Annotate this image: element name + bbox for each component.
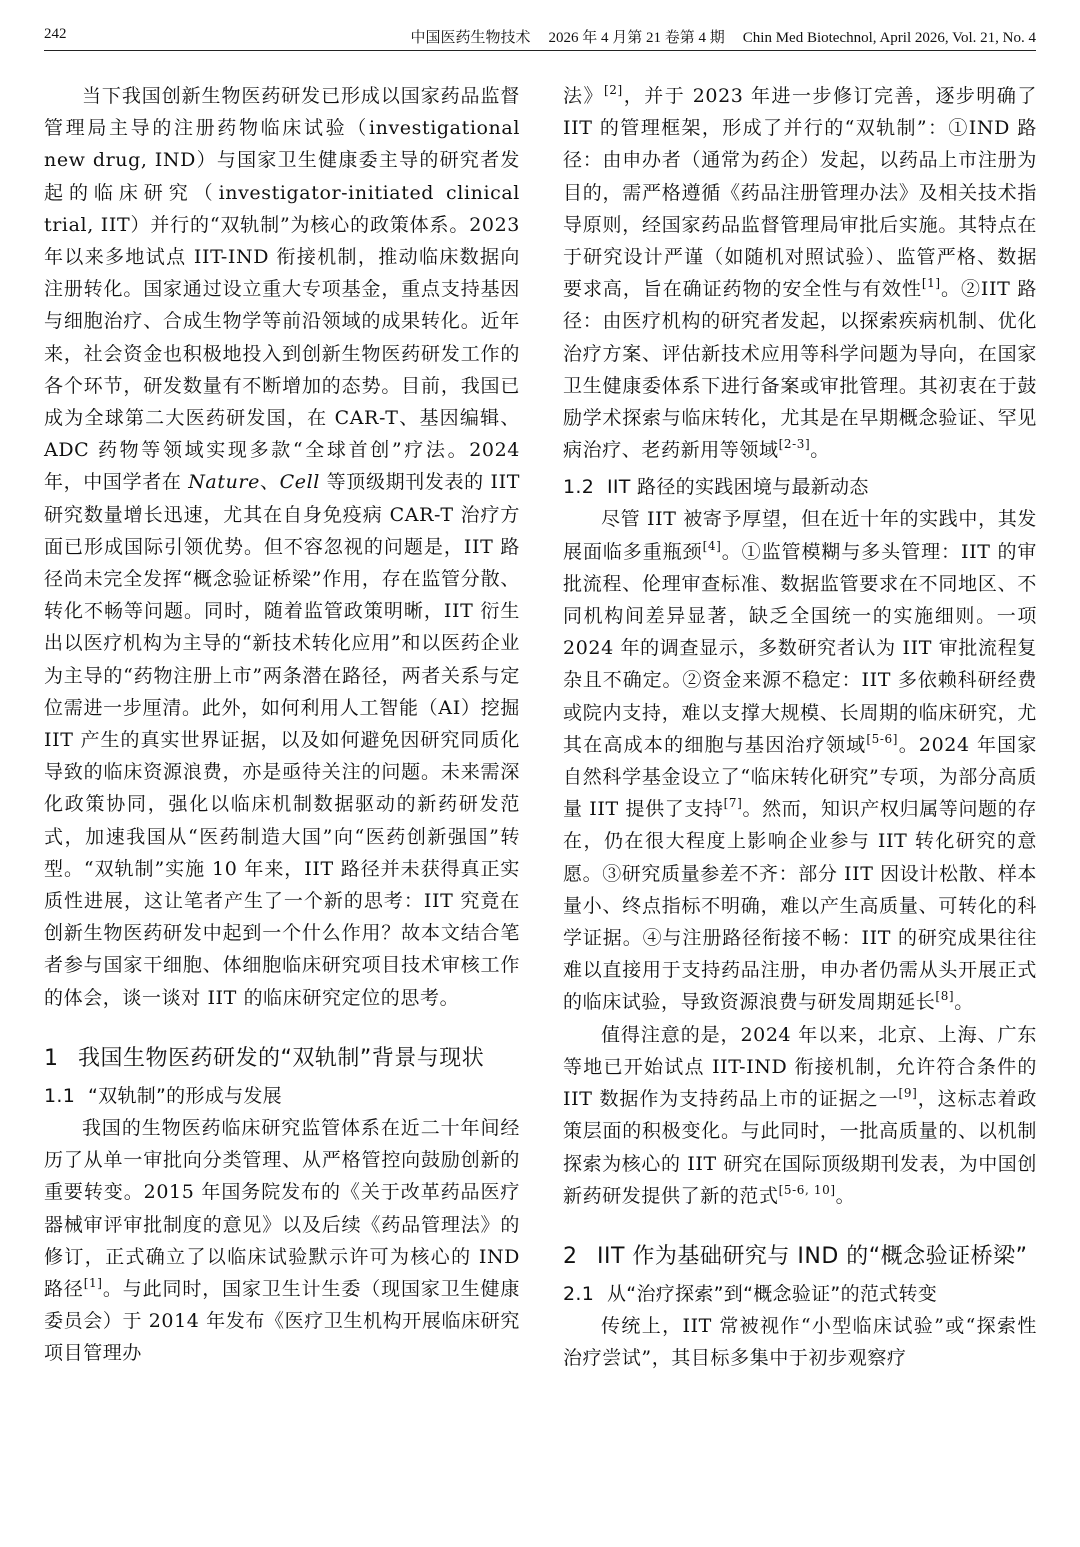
citation: [2-3]	[778, 437, 811, 452]
running-header	[44, 26, 1036, 48]
paragraph-text: 传统上，IIT 常被视作“小型临床试验”或“探索性治疗尝试”，其目标多集中于初步观察疗	[563, 1314, 1037, 1370]
section-title: IIT 路径的实践困境与最新动态	[607, 476, 869, 499]
citation: [1]	[921, 276, 941, 291]
paragraph-text: 。①监管模糊与多头管理：IIT 的审批流程、伦理审查标准、数据监管要求在不同地区、不同机构间差异显著，缺乏全国统一的实施细则。一项 2024 年的调查显示，多数研究者认为 IIT 审批流程复杂且不确定。②资金来源不稳定：IIT 多依赖科研经费或院内支持，难以支撑大规模、长周期的临床研究，尤其在高成本的细胞与基因治疗领域	[563, 540, 1037, 756]
section-1-heading	[44, 1042, 520, 1075]
section-title: 我国生物医药研发的“双轨制”背景与现状	[78, 1045, 485, 1071]
page-number: 242	[44, 26, 67, 42]
section-title: 从“治疗探索”到“概念验证”的范式转变	[607, 1282, 938, 1305]
paragraph-text: 。②IIT 路径：由医疗机构的研究者发起，以探索疾病机制、优化治疗方案、评估新技术应用等科学问题为导向，在国家卫生健康委体系下进行备案或审批管理。其初衷在于鼓励学术探索与临床转化，尤其是在早期概念验证、罕见病治疗、老药新用等领域	[563, 278, 1037, 462]
left-column	[44, 80, 520, 1370]
intro-text-cont: 等顶级期刊发表的 IIT 研究数量增长迅速，尤其在自身免疫病 CAR-T 治疗方面已形成国际引领优势。但不容忽视的问题是，IIT 路径尚未完全发挥“概念验证桥梁”作用，存在监管分散、转化不畅等问题。同时，随着监管政策明晰，IIT 衍生出以医疗机构为主导的“新技术转化应用”和以医药企业为主导的“药物注册上市”两条潜在路径，两者关系与定位需进一步厘清。此外，如何利用人工智能（AI）挖掘 IIT 产生的真实世界证据，以及如何避免因研究同质化导致的临床资源浪费，亦是亟待关注的问题。未来需深化政策协同，强化以临床机制数据驱动的新药研发范式，加速我国从“医药制造大国”向“医药创新强国”转型。“双轨制”实施 10 年来，IIT 路径并未获得真正实质性进展，这让笔者产生了一个新的思考：IIT 究竟在创新生物医药研发中起到一个什么作用？故本文结合笔者参与国家干细胞、体细胞临床研究项目技术审核工作的体会，谈一谈对 IIT 的临床研究定位的思考。	[44, 471, 520, 1009]
paragraph-text: 。	[835, 1184, 856, 1207]
journal-cell: Cell	[279, 471, 320, 494]
paragraph-2-1	[563, 1310, 1037, 1374]
paragraph-text: ，并于 2023 年进一步修订完善，逐步明确了 IIT 的管理框架，形成了并行的“双轨制”：①IND 路径：由申办者（通常为药企）发起，以药品上市注册为目的，需严格遵循《药品注册管理办法》及相关技术指导原则，经国家药品监督管理局审批后实施。其特点在于研究设计严谨（如随机对照试验）、监管严格、数据要求高，旨在确证药物的安全性与有效性	[563, 85, 1038, 301]
paragraph-dual-track	[563, 80, 1037, 466]
section-2-1-heading	[563, 1279, 1037, 1310]
citation: [9]	[898, 1086, 918, 1101]
header-rule	[44, 50, 1036, 51]
journal-name-en: Chin Med Biotechnol, April 2026, Vol. 21, No. 4	[742, 30, 1036, 46]
paragraph-text: 法》	[563, 85, 604, 107]
section-2-heading	[563, 1240, 1037, 1273]
citation: [1]	[83, 1275, 103, 1290]
section-number: 1	[44, 1045, 59, 1071]
section-1-2-heading	[563, 472, 1037, 503]
paragraph-1-2	[563, 503, 1037, 1018]
citation: [4]	[702, 538, 722, 553]
paragraph-text: 。	[810, 439, 830, 462]
paragraph-text: ，这标志着政策层面的积极变化。与此同时，一批高质量的、以机制探索为核心的 IIT 研究在国际顶级期刊发表，为中国创新药研发提供了新的范式	[563, 1088, 1037, 1207]
issue-cn: 2026 年 4 月第 21 卷第 4 期	[548, 30, 725, 46]
citation: [5-6, 10]	[778, 1182, 836, 1197]
citation: [2]	[604, 83, 623, 97]
paragraph-text: 。	[954, 991, 974, 1014]
paragraph-text: 。2024 年国家自然科学基金设立了“临床转化研究”专项，为部分高质量 IIT 提供了支持	[563, 733, 1037, 821]
citation: [7]	[723, 796, 743, 811]
intro-paragraph	[44, 80, 520, 1014]
journal-name-cn: 中国医药生物技术	[410, 30, 531, 46]
paragraph-text-cont: 。与此同时，国家卫生计生委（现国家卫生健康委员会）于 2014 年发布《医疗卫生机构开展临床研究项目管理办	[44, 1277, 520, 1365]
section-number: 1.2	[563, 476, 595, 499]
paragraph-1-1	[44, 1112, 520, 1370]
section-title: “双轨制”的形成与发展	[88, 1084, 282, 1107]
right-column	[563, 80, 1037, 1374]
paragraph-text: 值得注意的是，2024 年以来，北京、上海、广东等地已开始试点 IIT-IND 衔接机制，允许符合条件的 IIT 数据作为支持药品上市的证据之一	[563, 1023, 1037, 1111]
paragraph-pilot	[563, 1019, 1037, 1212]
citation: [5-6]	[866, 731, 899, 746]
paragraph-text: 尽管 IIT 被寄予厚望，但在近十年的实践中，其发展面临多重瓶颈	[563, 508, 1037, 563]
journal-nature: Nature	[188, 471, 260, 494]
section-1-1-heading	[44, 1081, 520, 1112]
journal-citation	[411, 26, 1036, 47]
citation: [8]	[935, 989, 955, 1004]
intro-text: 当下我国创新生物医药研发已形成以国家药品监督管理局主导的注册药物临床试验（investigational new drug, IND）与国家卫生健康委主导的研究者发起的临床研究（investigator-initiated clinical trial, IIT）并行的“双轨制”为核心的政策体系。2023 年以来多地试点 IIT-IND 衔接机制，推动临床数据向注册转化。国家通过设立重大专项基金，重点支持基因与细胞治疗、合成生物学等前沿领域的成果转化。近年来，社会资金也积极地投入到创新生物医药研发工作的各个环节，研发数量有不断增加的态势。目前，我国已成为全球第二大医药研发国，在 CAR-T、基因编辑、ADC 药物等领域实现多款“全球首创”疗法。2024 年，中国学者在	[44, 85, 520, 494]
section-title: IIT 作为基础研究与 IND 的“概念验证桥梁”	[597, 1243, 1028, 1269]
section-number: 2	[563, 1243, 578, 1269]
separator: 、	[259, 471, 280, 494]
section-number: 1.1	[44, 1084, 76, 1107]
paragraph-text: 我国的生物医药临床研究监管体系在近二十年间经历了从单一审批向分类管理、从严格管控向鼓励创新的重要转变。2015 年国务院发布的《关于改革药品医疗器械审评审批制度的意见》以及后续《药品管理法》的修订，正式确立了以临床试验默示许可为核心的 IND 路径	[44, 1116, 520, 1300]
section-number: 2.1	[563, 1282, 595, 1305]
paragraph-text: 。然而，知识产权归属等问题的存在，仍在很大程度上影响企业参与 IIT 转化研究的意愿。③研究质量参差不齐：部分 IIT 因设计松散、样本量小、终点指标不明确，难以产生高质量、可转化的科学证据。④与注册路径衔接不畅：IIT 的研究成果往往难以直接用于支持药品注册，申办者仍需从头开展正式的临床试验，导致资源浪费与研发周期延长	[563, 798, 1037, 1014]
